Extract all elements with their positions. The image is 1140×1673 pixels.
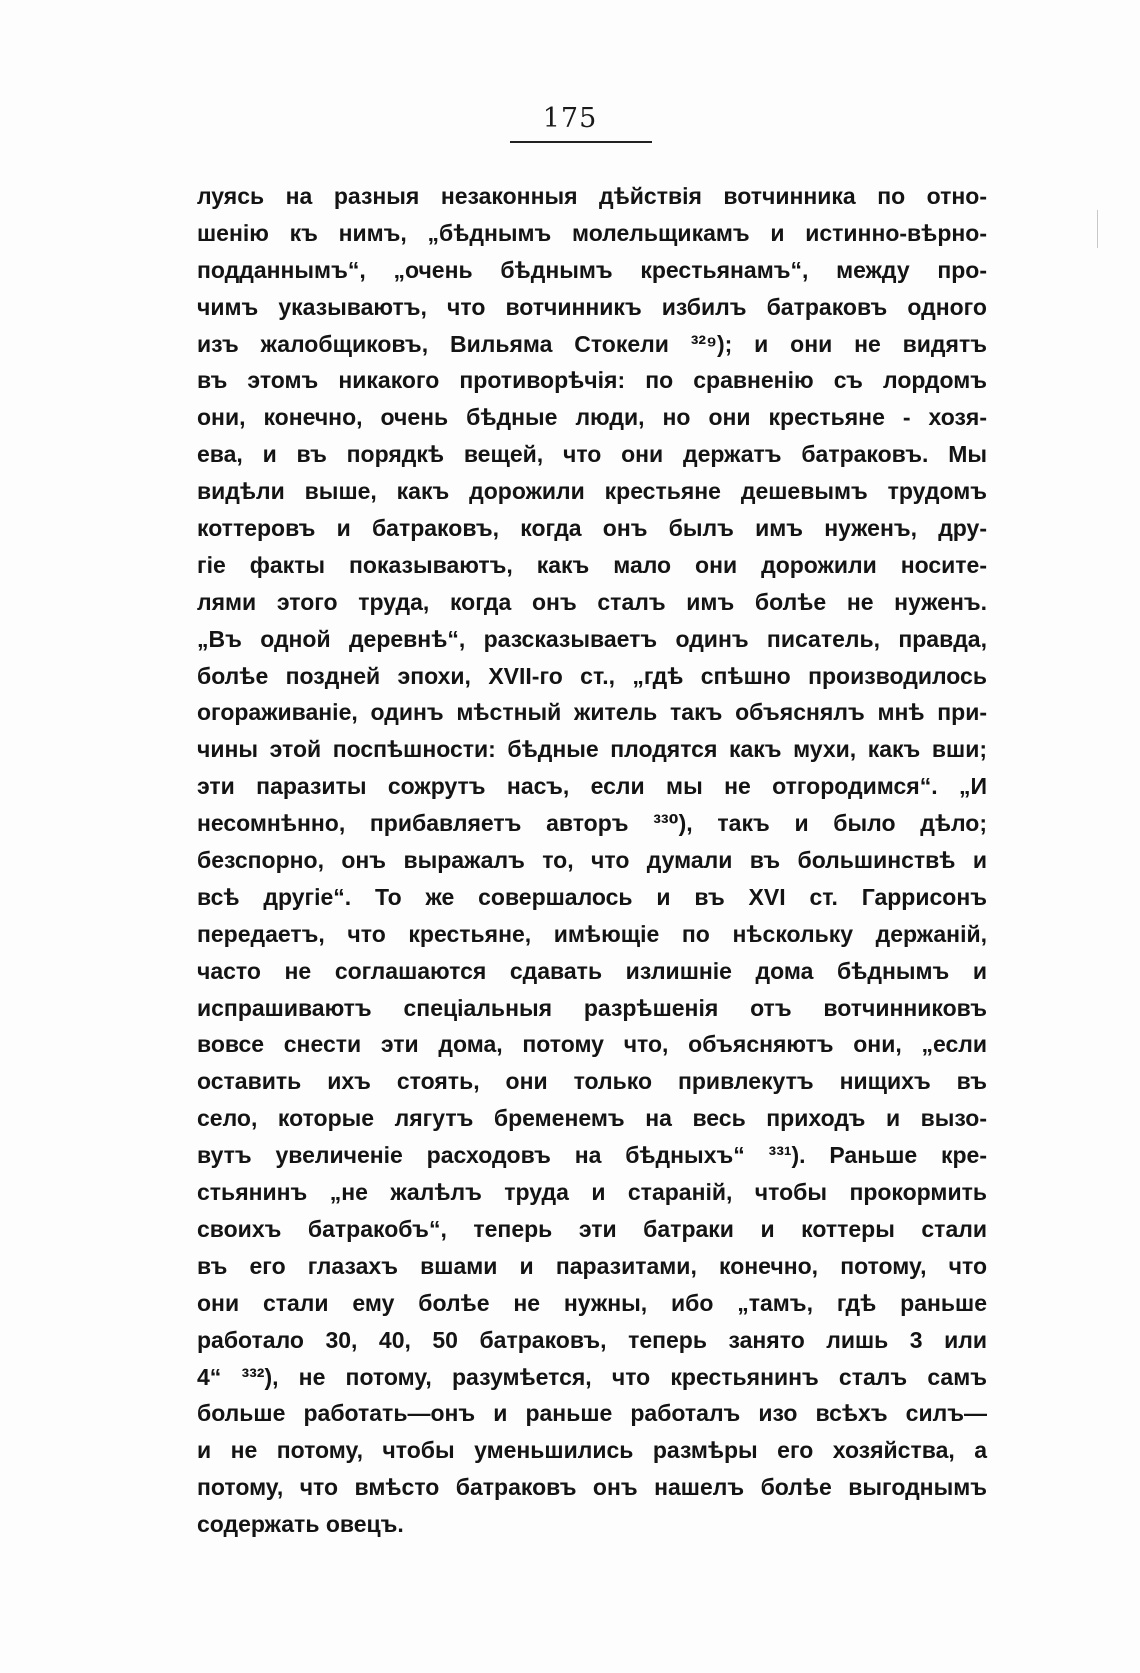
- text-line: луясь на разныя незаконныя дѣйствія вотчинника по отно-: [197, 183, 987, 209]
- text-line: „Въ одной деревнѣ“, разсказываетъ одинъ писатель, правда,: [197, 625, 987, 652]
- page-number: 175: [542, 103, 598, 134]
- text-line: работало 30, 40, 50 батраковъ, теперь занято лишь 3 или: [197, 1326, 987, 1353]
- text-line: въ этомъ никакого противорѣчія: по сравненію съ лордомъ: [197, 367, 987, 394]
- text-line: изъ жалобщиковъ, Вильяма Стокели ³²⁹); и они не видятъ: [197, 330, 987, 357]
- text-line: гіе факты показываютъ, какъ мало они дорожили носите-: [197, 551, 987, 578]
- text-line: въ его глазахъ вшами и паразитами, конечно, потому, что: [197, 1252, 987, 1279]
- text-line: чины этой поспѣшности: бѣдные плодятся какъ мухи, какъ вши;: [197, 736, 987, 763]
- text-line: болѣе поздней эпохи, XVII-го ст., „гдѣ спѣшно производилось: [197, 662, 987, 689]
- text-line: чимъ указываютъ, что вотчинникъ избилъ батраковъ одного: [197, 293, 987, 320]
- text-line: потому, что вмѣсто батраковъ онъ нашелъ болѣе выгоднымъ: [197, 1474, 987, 1501]
- text-line: вовсе снести эти дома, потому что, объясняютъ они, „если: [197, 1031, 987, 1058]
- text-line: оставить ихъ стоять, они только привлекутъ нищихъ въ: [197, 1068, 987, 1095]
- text-line: эти паразиты сожрутъ насъ, если мы не отгородимся“. „И: [197, 773, 987, 800]
- text-line: огораживаніе, одинъ мѣстный житель такъ объяснялъ мнѣ при-: [197, 699, 987, 726]
- text-line: они, конечно, очень бѣдные люди, но они крестьяне - хозя-: [197, 404, 987, 431]
- text-line: своихъ батракобъ“, теперь эти батраки и коттеры стали: [197, 1215, 987, 1242]
- text-line: всѣ другіе“. То же совершалось и въ XVI ст. Гаррисонъ: [197, 883, 987, 910]
- text-line: шенію къ нимъ, „бѣднымъ молельщикамъ и истинно-вѣрно-: [197, 219, 987, 246]
- text-line: лями этого труда, когда онъ сталъ имъ болѣе не нуженъ.: [197, 588, 987, 615]
- text-line: больше работать—онъ и раньше работалъ изо всѣхъ силъ—: [197, 1400, 987, 1427]
- text-line: они стали ему болѣе не нужны, ибо „тамъ, гдѣ раньше: [197, 1289, 987, 1316]
- text-line: часто не соглашаются сдавать излишніе дома бѣднымъ и: [197, 957, 987, 984]
- text-line: передаетъ, что крестьяне, имѣющіе по нѣскольку держаній,: [197, 920, 987, 947]
- text-line: 4“ ³³²), не потому, разумѣется, что крестьянинъ сталъ самъ: [197, 1363, 987, 1390]
- text-line: несомнѣнно, прибавляетъ авторъ ³³⁰), такъ и было дѣло;: [197, 810, 987, 837]
- body-text: [197, 178, 987, 1543]
- text-line: видѣли выше, какъ дорожили крестьяне дешевымъ трудомъ: [197, 478, 987, 505]
- text-line: и не потому, чтобы уменьшились размѣры его хозяйства, а: [197, 1437, 987, 1464]
- text-line: испрашиваютъ спеціальныя разрѣшенія отъ вотчинниковъ: [197, 994, 987, 1021]
- header-rule: [510, 141, 652, 143]
- text-line: стьянинъ „не жалѣлъ труда и стараній, чтобы прокормить: [197, 1179, 987, 1206]
- text-line: содержать овецъ.: [197, 1511, 404, 1538]
- text-line: село, которые лягутъ бременемъ на весь приходъ и вызо-: [197, 1105, 987, 1132]
- text-line: коттеровъ и батраковъ, когда онъ былъ имъ нуженъ, дру-: [197, 515, 987, 542]
- text-line: ева, и въ порядкѣ вещей, что они держатъ батраковъ. Мы: [197, 441, 987, 468]
- margin-mark: [1097, 210, 1098, 248]
- text-line: подданнымъ“, „очень бѣднымъ крестьянамъ“, между про-: [197, 256, 987, 283]
- text-line: безспорно, онъ выражалъ то, что думали въ большинствѣ и: [197, 847, 987, 874]
- text-line: вутъ увеличеніе расходовъ на бѣдныхъ“ ³³¹). Раньше кре-: [197, 1142, 987, 1169]
